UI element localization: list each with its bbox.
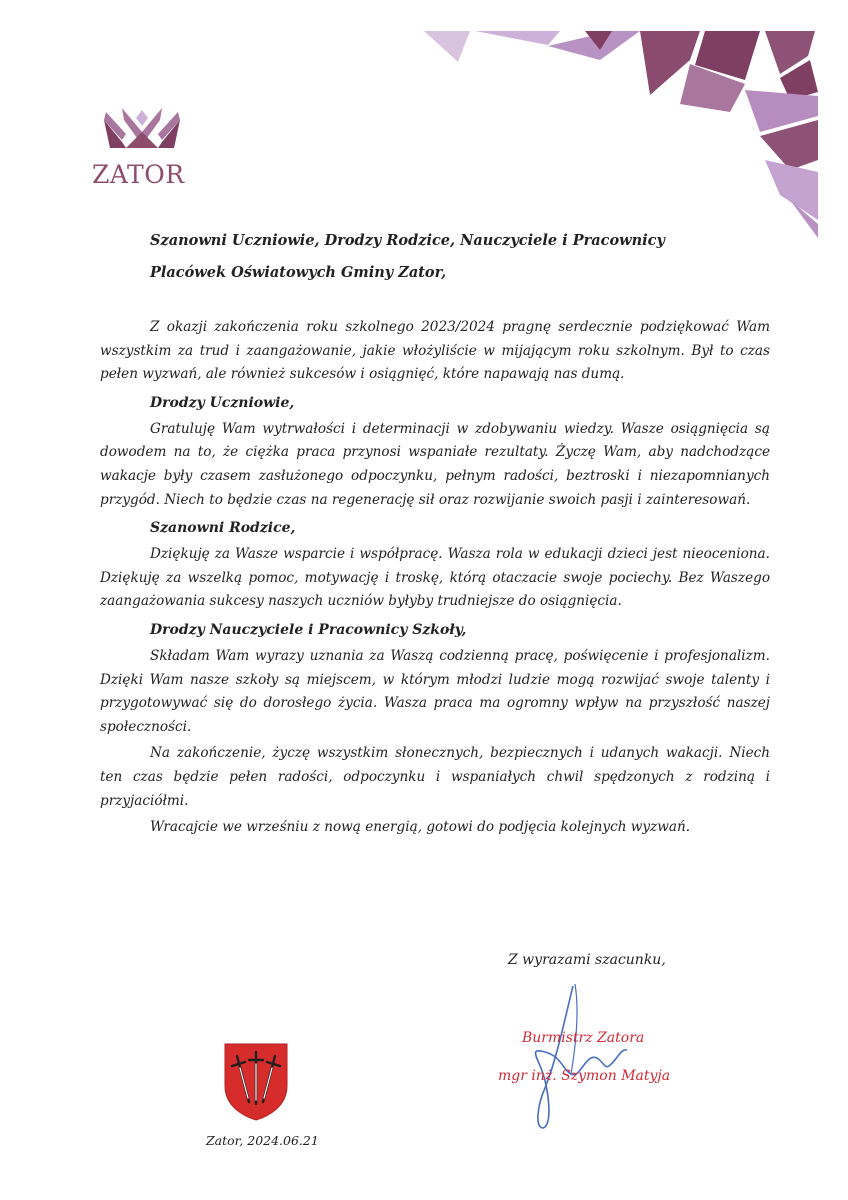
heading-teachers: Drodzy Nauczyciele i Pracownicy Szkoły, <box>150 621 467 638</box>
salutation <box>150 225 770 289</box>
swords-shield-icon <box>223 1042 289 1122</box>
zator-logo <box>92 98 192 194</box>
stamp-title: Burmistrz Zatora <box>522 1030 645 1046</box>
letter-date: Zator, 2024.06.21 <box>206 1133 319 1148</box>
handwritten-signature <box>505 978 655 1138</box>
heading-students: Drodzy Uczniowie, <box>150 394 295 411</box>
paragraph-parents: Dziękuję za Wasze wsparcie i współpracę. Wasza rola w edukacji dzieci jest nieoceniona. Dziękuję za wszelką pomoc, motywację i troskę, którą otaczacie swoje pociechy. Bez Waszego zaangażowania sukcesy naszych uczniów byłyby trudniejsze do osiągnięcia. <box>100 546 770 610</box>
crown-icon <box>92 98 192 160</box>
letter-body <box>100 316 770 840</box>
paragraph-closing-2: Wracajcie we wrześniu z nową energią, gotowi do podjęcia kolejnych wyzwań. <box>150 819 691 836</box>
salutation-line-1: Szanowni Uczniowie, Drodzy Rodzice, Nauczyciele i Pracownicy <box>150 232 665 249</box>
logo-text: ZATOR <box>92 160 185 189</box>
paragraph-teachers: Składam Wam wyrazy uznania za Waszą codzienną pracę, poświęcenie i profesjonalizm. Dzięki Wam nasze szkoły są miejscem, w którym młodzi ludzie mogą rozwijać swoje talenty i przygotowywać się do dorosłego życia. Wasza praca ma ogromny wpływ na przyszłość naszej społeczności. <box>100 647 770 735</box>
stamp-name: mgr inż. Szymon Matyja <box>498 1068 671 1084</box>
heading-parents: Szanowni Rodzice, <box>150 520 296 537</box>
salutation-line-2: Placówek Oświatowych Gminy Zator, <box>150 264 447 281</box>
regards: Z wyrazami szacunku, <box>508 952 666 968</box>
paragraph-students: Gratuluję Wam wytrwałości i determinacji w zdobywaniu wiedzy. Wasze osiągnięcia są dowodem na to, że ciężka praca przynosi wspaniałe rezultaty. Życzę Wam, aby nadchodzące wakacje były czasem zasłużonego odpoczynku, pełnym radości, beztroski i niezapomnianych przygód. Niech to będzie czas na regenerację sił oraz rozwijanie swoich pasji i zainteresowań. <box>100 420 770 508</box>
paragraph-closing-1: Na zakończenie, życzę wszystkim słonecznych, bezpiecznych i udanych wakacji. Niech ten czas będzie pełen radości, odpoczynku i wspaniałych chwil spędzonych z rodziną i przyjaciółmi. <box>100 745 770 809</box>
paragraph-intro: Z okazji zakończenia roku szkolnego 2023/2024 pragnę serdecznie podziękować Wam wszystkim za trud i zaangażowanie, jakie włożyliście w mijającym roku szkolnym. Był to czas pełen wyzwań, ale również sukcesów i osiągnięć, które napawają nas dumą. <box>100 319 770 383</box>
